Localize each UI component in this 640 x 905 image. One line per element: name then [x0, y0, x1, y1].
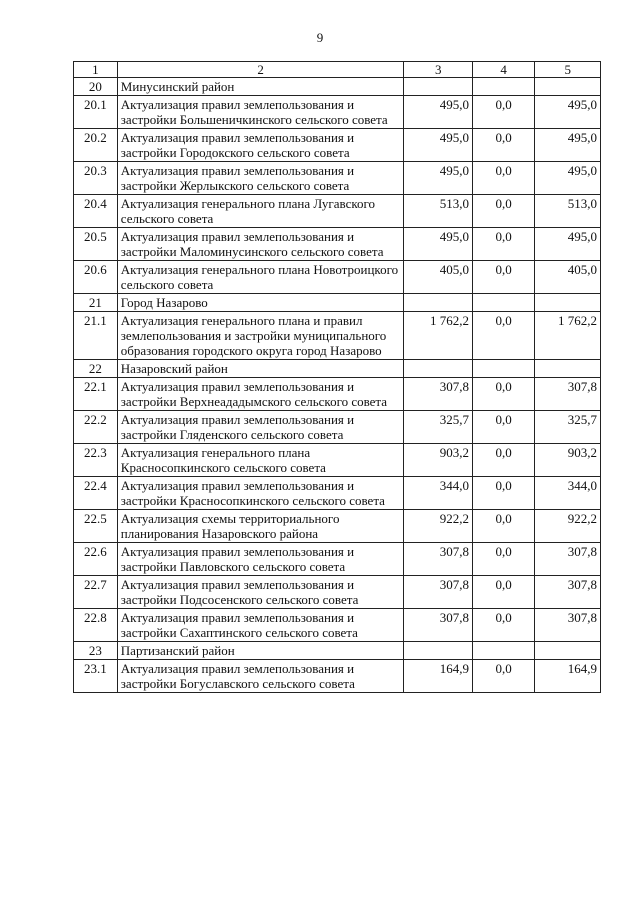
- row-number: 21.1: [74, 312, 118, 360]
- row-value-3: 307,8: [404, 576, 473, 609]
- row-number: 22: [74, 360, 118, 378]
- row-name: Актуализация правил землепользования и застройки Гляденского сельского совета: [117, 411, 404, 444]
- row-name: Актуализация правил землепользования и застройки Жерлыкского сельского совета: [117, 162, 404, 195]
- row-value-5: 495,0: [535, 129, 601, 162]
- row-value-4: [472, 294, 534, 312]
- row-value-3: 325,7: [404, 411, 473, 444]
- row-value-5: 325,7: [535, 411, 601, 444]
- row-name: Актуализация правил землепользования и застройки Богуславского сельского совета: [117, 660, 404, 693]
- table-row: [74, 411, 601, 444]
- row-value-4: 0,0: [472, 411, 534, 444]
- table-row: [74, 378, 601, 411]
- table-header-row: [74, 62, 601, 78]
- table-row: [74, 609, 601, 642]
- row-name: Актуализация схемы территориального планирования Назаровского района: [117, 510, 404, 543]
- row-number: 22.8: [74, 609, 118, 642]
- row-value-5: [535, 360, 601, 378]
- row-value-4: 0,0: [472, 162, 534, 195]
- row-value-4: 0,0: [472, 195, 534, 228]
- row-value-4: 0,0: [472, 609, 534, 642]
- budget-table: [73, 61, 601, 693]
- row-number: 22.2: [74, 411, 118, 444]
- row-name: Актуализация правил землепользования и застройки Сахаптинского сельского совета: [117, 609, 404, 642]
- table-row: [74, 96, 601, 129]
- row-value-5: 307,8: [535, 609, 601, 642]
- table-row: [74, 261, 601, 294]
- row-value-4: 0,0: [472, 261, 534, 294]
- row-value-5: 922,2: [535, 510, 601, 543]
- row-value-5: 307,8: [535, 543, 601, 576]
- table-row: [74, 576, 601, 609]
- row-number: 20.5: [74, 228, 118, 261]
- row-value-5: 495,0: [535, 96, 601, 129]
- table-section-row: [74, 294, 601, 312]
- row-name: Город Назарово: [117, 294, 404, 312]
- header-col-1: 1: [74, 62, 118, 78]
- row-number: 20: [74, 78, 118, 96]
- header-col-2: 2: [117, 62, 404, 78]
- row-value-3: 495,0: [404, 228, 473, 261]
- row-value-5: [535, 294, 601, 312]
- table-row: [74, 444, 601, 477]
- row-number: 20.2: [74, 129, 118, 162]
- row-value-4: 0,0: [472, 576, 534, 609]
- row-number: 20.4: [74, 195, 118, 228]
- table-row: [74, 162, 601, 195]
- row-value-5: 513,0: [535, 195, 601, 228]
- row-value-5: 164,9: [535, 660, 601, 693]
- row-value-4: 0,0: [472, 543, 534, 576]
- table-row: [74, 195, 601, 228]
- row-value-3: [404, 360, 473, 378]
- row-value-3: 307,8: [404, 543, 473, 576]
- row-value-5: 344,0: [535, 477, 601, 510]
- row-value-4: 0,0: [472, 129, 534, 162]
- row-value-4: [472, 360, 534, 378]
- table-row: [74, 312, 601, 360]
- row-number: 22.6: [74, 543, 118, 576]
- row-value-5: [535, 642, 601, 660]
- row-number: 22.3: [74, 444, 118, 477]
- row-value-5: 903,2: [535, 444, 601, 477]
- row-name: Актуализация правил землепользования и застройки Красносопкинского сельского совета: [117, 477, 404, 510]
- row-value-5: [535, 78, 601, 96]
- row-value-4: 0,0: [472, 660, 534, 693]
- row-name: Актуализация правил землепользования и застройки Павловского сельского совета: [117, 543, 404, 576]
- table-row: [74, 129, 601, 162]
- table-row: [74, 228, 601, 261]
- row-value-3: 307,8: [404, 378, 473, 411]
- header-col-3: 3: [404, 62, 473, 78]
- row-number: 22.7: [74, 576, 118, 609]
- row-value-3: 164,9: [404, 660, 473, 693]
- row-name: Назаровский район: [117, 360, 404, 378]
- row-number: 20.3: [74, 162, 118, 195]
- row-name: Актуализация правил землепользования и застройки Верхнеададымского сельского совета: [117, 378, 404, 411]
- row-name: Актуализация генерального плана и правил землепользования и застройки муниципального образования городского округа город Назарово: [117, 312, 404, 360]
- row-name: Актуализация правил землепользования и застройки Большеничкинского сельского совета: [117, 96, 404, 129]
- row-value-4: 0,0: [472, 444, 534, 477]
- row-value-3: 513,0: [404, 195, 473, 228]
- row-value-3: 495,0: [404, 129, 473, 162]
- row-name: Актуализация правил землепользования и застройки Подсосенского сельского совета: [117, 576, 404, 609]
- row-value-5: 307,8: [535, 378, 601, 411]
- row-value-4: 0,0: [472, 510, 534, 543]
- row-number: 23.1: [74, 660, 118, 693]
- row-number: 23: [74, 642, 118, 660]
- row-value-4: 0,0: [472, 477, 534, 510]
- row-name: Актуализация генерального плана Новотроицкого сельского совета: [117, 261, 404, 294]
- row-value-4: 0,0: [472, 96, 534, 129]
- row-number: 22.4: [74, 477, 118, 510]
- row-value-5: 495,0: [535, 162, 601, 195]
- table-section-row: [74, 360, 601, 378]
- row-value-3: [404, 78, 473, 96]
- table-row: [74, 543, 601, 576]
- row-name: Партизанский район: [117, 642, 404, 660]
- row-value-4: 0,0: [472, 312, 534, 360]
- row-value-3: 1 762,2: [404, 312, 473, 360]
- row-value-4: [472, 642, 534, 660]
- row-value-3: 307,8: [404, 609, 473, 642]
- row-value-4: 0,0: [472, 378, 534, 411]
- row-name: Минусинский район: [117, 78, 404, 96]
- row-number: 20.6: [74, 261, 118, 294]
- row-value-3: 344,0: [404, 477, 473, 510]
- row-value-3: 495,0: [404, 96, 473, 129]
- row-number: 22.1: [74, 378, 118, 411]
- row-value-3: 495,0: [404, 162, 473, 195]
- row-name: Актуализация генерального плана Лугавского сельского совета: [117, 195, 404, 228]
- table-section-row: [74, 78, 601, 96]
- row-value-3: [404, 294, 473, 312]
- table-section-row: [74, 642, 601, 660]
- row-value-5: 495,0: [535, 228, 601, 261]
- table-row: [74, 477, 601, 510]
- row-name: Актуализация генерального плана Красносопкинского сельского совета: [117, 444, 404, 477]
- row-value-3: 903,2: [404, 444, 473, 477]
- row-value-4: 0,0: [472, 228, 534, 261]
- row-number: 22.5: [74, 510, 118, 543]
- row-value-5: 405,0: [535, 261, 601, 294]
- header-col-4: 4: [472, 62, 534, 78]
- row-value-5: 1 762,2: [535, 312, 601, 360]
- row-name: Актуализация правил землепользования и застройки Городокского сельского совета: [117, 129, 404, 162]
- row-number: 20.1: [74, 96, 118, 129]
- table-row: [74, 660, 601, 693]
- row-value-3: 922,2: [404, 510, 473, 543]
- row-value-3: [404, 642, 473, 660]
- row-value-4: [472, 78, 534, 96]
- row-value-5: 307,8: [535, 576, 601, 609]
- row-number: 21: [74, 294, 118, 312]
- table-row: [74, 510, 601, 543]
- row-value-3: 405,0: [404, 261, 473, 294]
- row-name: Актуализация правил землепользования и застройки Маломинусинского сельского совета: [117, 228, 404, 261]
- header-col-5: 5: [535, 62, 601, 78]
- page-number: 9: [316, 30, 324, 45]
